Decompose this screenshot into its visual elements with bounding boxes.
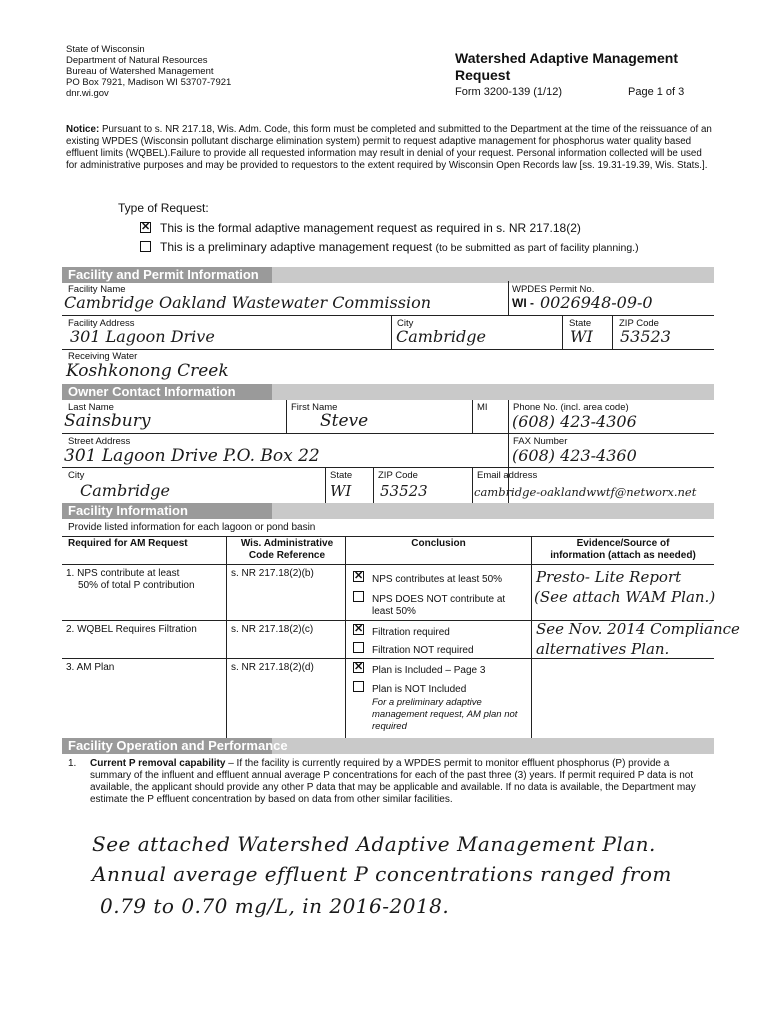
last-name-field[interactable]: Sainsbury	[64, 411, 151, 431]
table-row-req: 3. AM Plan	[66, 662, 115, 673]
notice-label: Notice:	[66, 124, 100, 135]
formal-request-checkbox[interactable]	[140, 222, 151, 233]
col-code-ref: Wis. Administrative Code Reference	[240, 538, 334, 561]
table-row-code: s. NR 217.18(2)(d)	[231, 662, 314, 673]
form-title: Watershed Adaptive Management Request	[455, 50, 679, 83]
mi-label: MI	[477, 402, 488, 413]
plan-not-included-checkbox[interactable]	[353, 681, 364, 692]
evidence-field[interactable]: (See attach WAM Plan.)	[534, 588, 716, 606]
col-conclusion: Conclusion	[411, 538, 466, 549]
state-label: State	[569, 318, 592, 329]
nps-not-contribute-label: NPS DOES NOT contribute at least 50%	[372, 594, 506, 617]
filtration-required-checkbox[interactable]	[353, 624, 364, 635]
wpdes-label: WPDES Permit No.	[512, 284, 595, 295]
table-row-code: s. NR 217.18(2)(c)	[231, 624, 314, 635]
email-label: Email address	[477, 470, 538, 481]
agency-line: Department of Natural Resources	[66, 55, 208, 66]
facility-city-field[interactable]: Cambridge	[396, 327, 486, 346]
plan-included-label: Plan is Included – Page 3	[372, 665, 486, 676]
agency-line: PO Box 7921, Madison WI 53707-7921	[66, 77, 232, 88]
nps-not-contribute-checkbox[interactable]	[353, 591, 364, 602]
first-name-field[interactable]: Steve	[320, 411, 369, 431]
street-field[interactable]: 301 Lagoon Drive P.O. Box 22	[64, 446, 320, 466]
agency-line: dnr.wi.gov	[66, 88, 109, 99]
plan-not-included-label: Plan is NOT Included	[372, 684, 467, 695]
notice-text: Pursuant to s. NR 217.18, Wis. Adm. Code, this form must be completed and submitted to the Department at the time of the reissuance of an existing WPDES (Wisconsin pollutant discharge elimination system) permit to request adaptive management for phosphorus water quality based effluent limits (WQBEL).Failure to provide all requested information may result in denial of your request. Personal information collected will be used for administrative purposes and may be provided to requestors to the extent required by Wisconsin Open Records law [ss. 19.31-19.39, Wis. Stats.].	[66, 124, 712, 171]
col-required: Required for AM Request	[68, 538, 188, 549]
facility-address-field[interactable]: 301 Lagoon Drive	[70, 327, 215, 346]
table-row-code: s. NR 217.18(2)(b)	[231, 568, 314, 579]
owner-zip-label: ZIP Code	[378, 470, 418, 481]
facility-info-intro: Provide listed information for each lagoon or pond basin	[68, 522, 316, 533]
evidence-field[interactable]: See Nov. 2014 Compliance	[536, 620, 740, 638]
facility-address-label: Facility Address	[68, 318, 135, 329]
col-evidence: Evidence/Source of information (attach as needed)	[550, 538, 696, 561]
agency-line: Bureau of Watershed Management	[66, 66, 214, 77]
nps-contributes-label: NPS contributes at least 50%	[372, 574, 503, 585]
section-header-facility-permit: Facility and Permit Information	[62, 267, 714, 283]
request-type-label: Type of Request:	[118, 201, 209, 215]
receiving-water-label: Receiving Water	[68, 351, 138, 362]
item-title: Current P removal capability	[90, 758, 226, 769]
street-label: Street Address	[68, 436, 131, 447]
owner-city-label: City	[68, 470, 85, 481]
phone-field[interactable]: (608) 423-4306	[512, 412, 637, 431]
facility-zip-field[interactable]: 53523	[620, 327, 671, 346]
plan-note: For a preliminary adaptive management request, AM plan not required	[372, 697, 518, 732]
owner-state-label: State	[330, 470, 353, 481]
fax-field[interactable]: (608) 423-4360	[512, 446, 637, 465]
phone-label: Phone No. (incl. area code)	[513, 402, 629, 413]
answer-line[interactable]: Annual average effluent P concentrations ranged from	[92, 862, 672, 886]
wpdes-field[interactable]: 0026948-09-0	[540, 293, 653, 312]
facility-state-field[interactable]: WI	[570, 327, 593, 346]
table-row-req: 2. WQBEL Requires Filtration	[66, 624, 197, 635]
last-name-label: Last Name	[68, 402, 114, 413]
section-header-operation: Facility Operation and Performance	[62, 738, 714, 754]
item-number: 1.	[68, 758, 77, 769]
plan-included-checkbox[interactable]	[353, 662, 364, 673]
preliminary-request-checkbox[interactable]	[140, 241, 151, 252]
email-field[interactable]: cambridge-oaklandwwtf@networx.net	[474, 485, 697, 499]
answer-line[interactable]: See attached Watershed Adaptive Management Plan.	[92, 832, 656, 856]
filtration-required-label: Filtration required	[372, 627, 450, 638]
first-name-label: First Name	[291, 402, 338, 413]
nps-contributes-checkbox[interactable]	[353, 571, 364, 582]
item-description	[90, 758, 712, 806]
wpdes-prefix: WI -	[512, 296, 534, 310]
facility-name-field[interactable]: Cambridge Oakland Wastewater Commission	[64, 293, 432, 312]
notice	[66, 124, 714, 172]
zip-label: ZIP Code	[619, 318, 659, 329]
page-number: Page 1 of 3	[628, 86, 685, 98]
city-label: City	[397, 318, 414, 329]
agency-block	[66, 44, 231, 99]
item-text: – If the facility is currently required by a WPDES permit to monitor effluent phosphorus (P) provide a summary of the influent and effluent annual average P concentrations for each of the past three (3) years. If permit required P data is not available, the applicant should provide any other P data that may be applicable and available. If no data is available, the Department may estimate the P effluent concentration by based on data from other similar facilities.	[90, 758, 696, 805]
evidence-field[interactable]: Presto- Lite Report	[536, 568, 682, 586]
preliminary-request-label: This is a preliminary adaptive management request (to be submitted as part of facility planning.)	[160, 240, 639, 254]
formal-request-label: This is the formal adaptive management request as required in s. NR 217.18(2)	[160, 221, 581, 235]
owner-state-field[interactable]: WI	[330, 482, 352, 500]
filtration-not-required-label: Filtration NOT required	[372, 645, 474, 656]
owner-city-field[interactable]: Cambridge	[80, 481, 170, 500]
owner-zip-field[interactable]: 53523	[380, 482, 428, 500]
answer-line[interactable]: 0.79 to 0.70 mg/L, in 2016-2018.	[100, 894, 450, 918]
facility-name-label: Facility Name	[68, 284, 126, 295]
section-header-owner: Owner Contact Information	[62, 384, 714, 400]
table-row-req: 1. NPS contribute at least 50% of total P contribution	[66, 568, 195, 591]
section-header-facility-info: Facility Information	[62, 503, 714, 519]
form-number: Form 3200-139 (1/12)	[455, 86, 562, 98]
fax-label: FAX Number	[513, 436, 568, 447]
evidence-field[interactable]: alternatives Plan.	[536, 640, 670, 658]
receiving-water-field[interactable]: Koshkonong Creek	[66, 361, 229, 381]
filtration-not-required-checkbox[interactable]	[353, 642, 364, 653]
agency-line: State of Wisconsin	[66, 44, 145, 55]
